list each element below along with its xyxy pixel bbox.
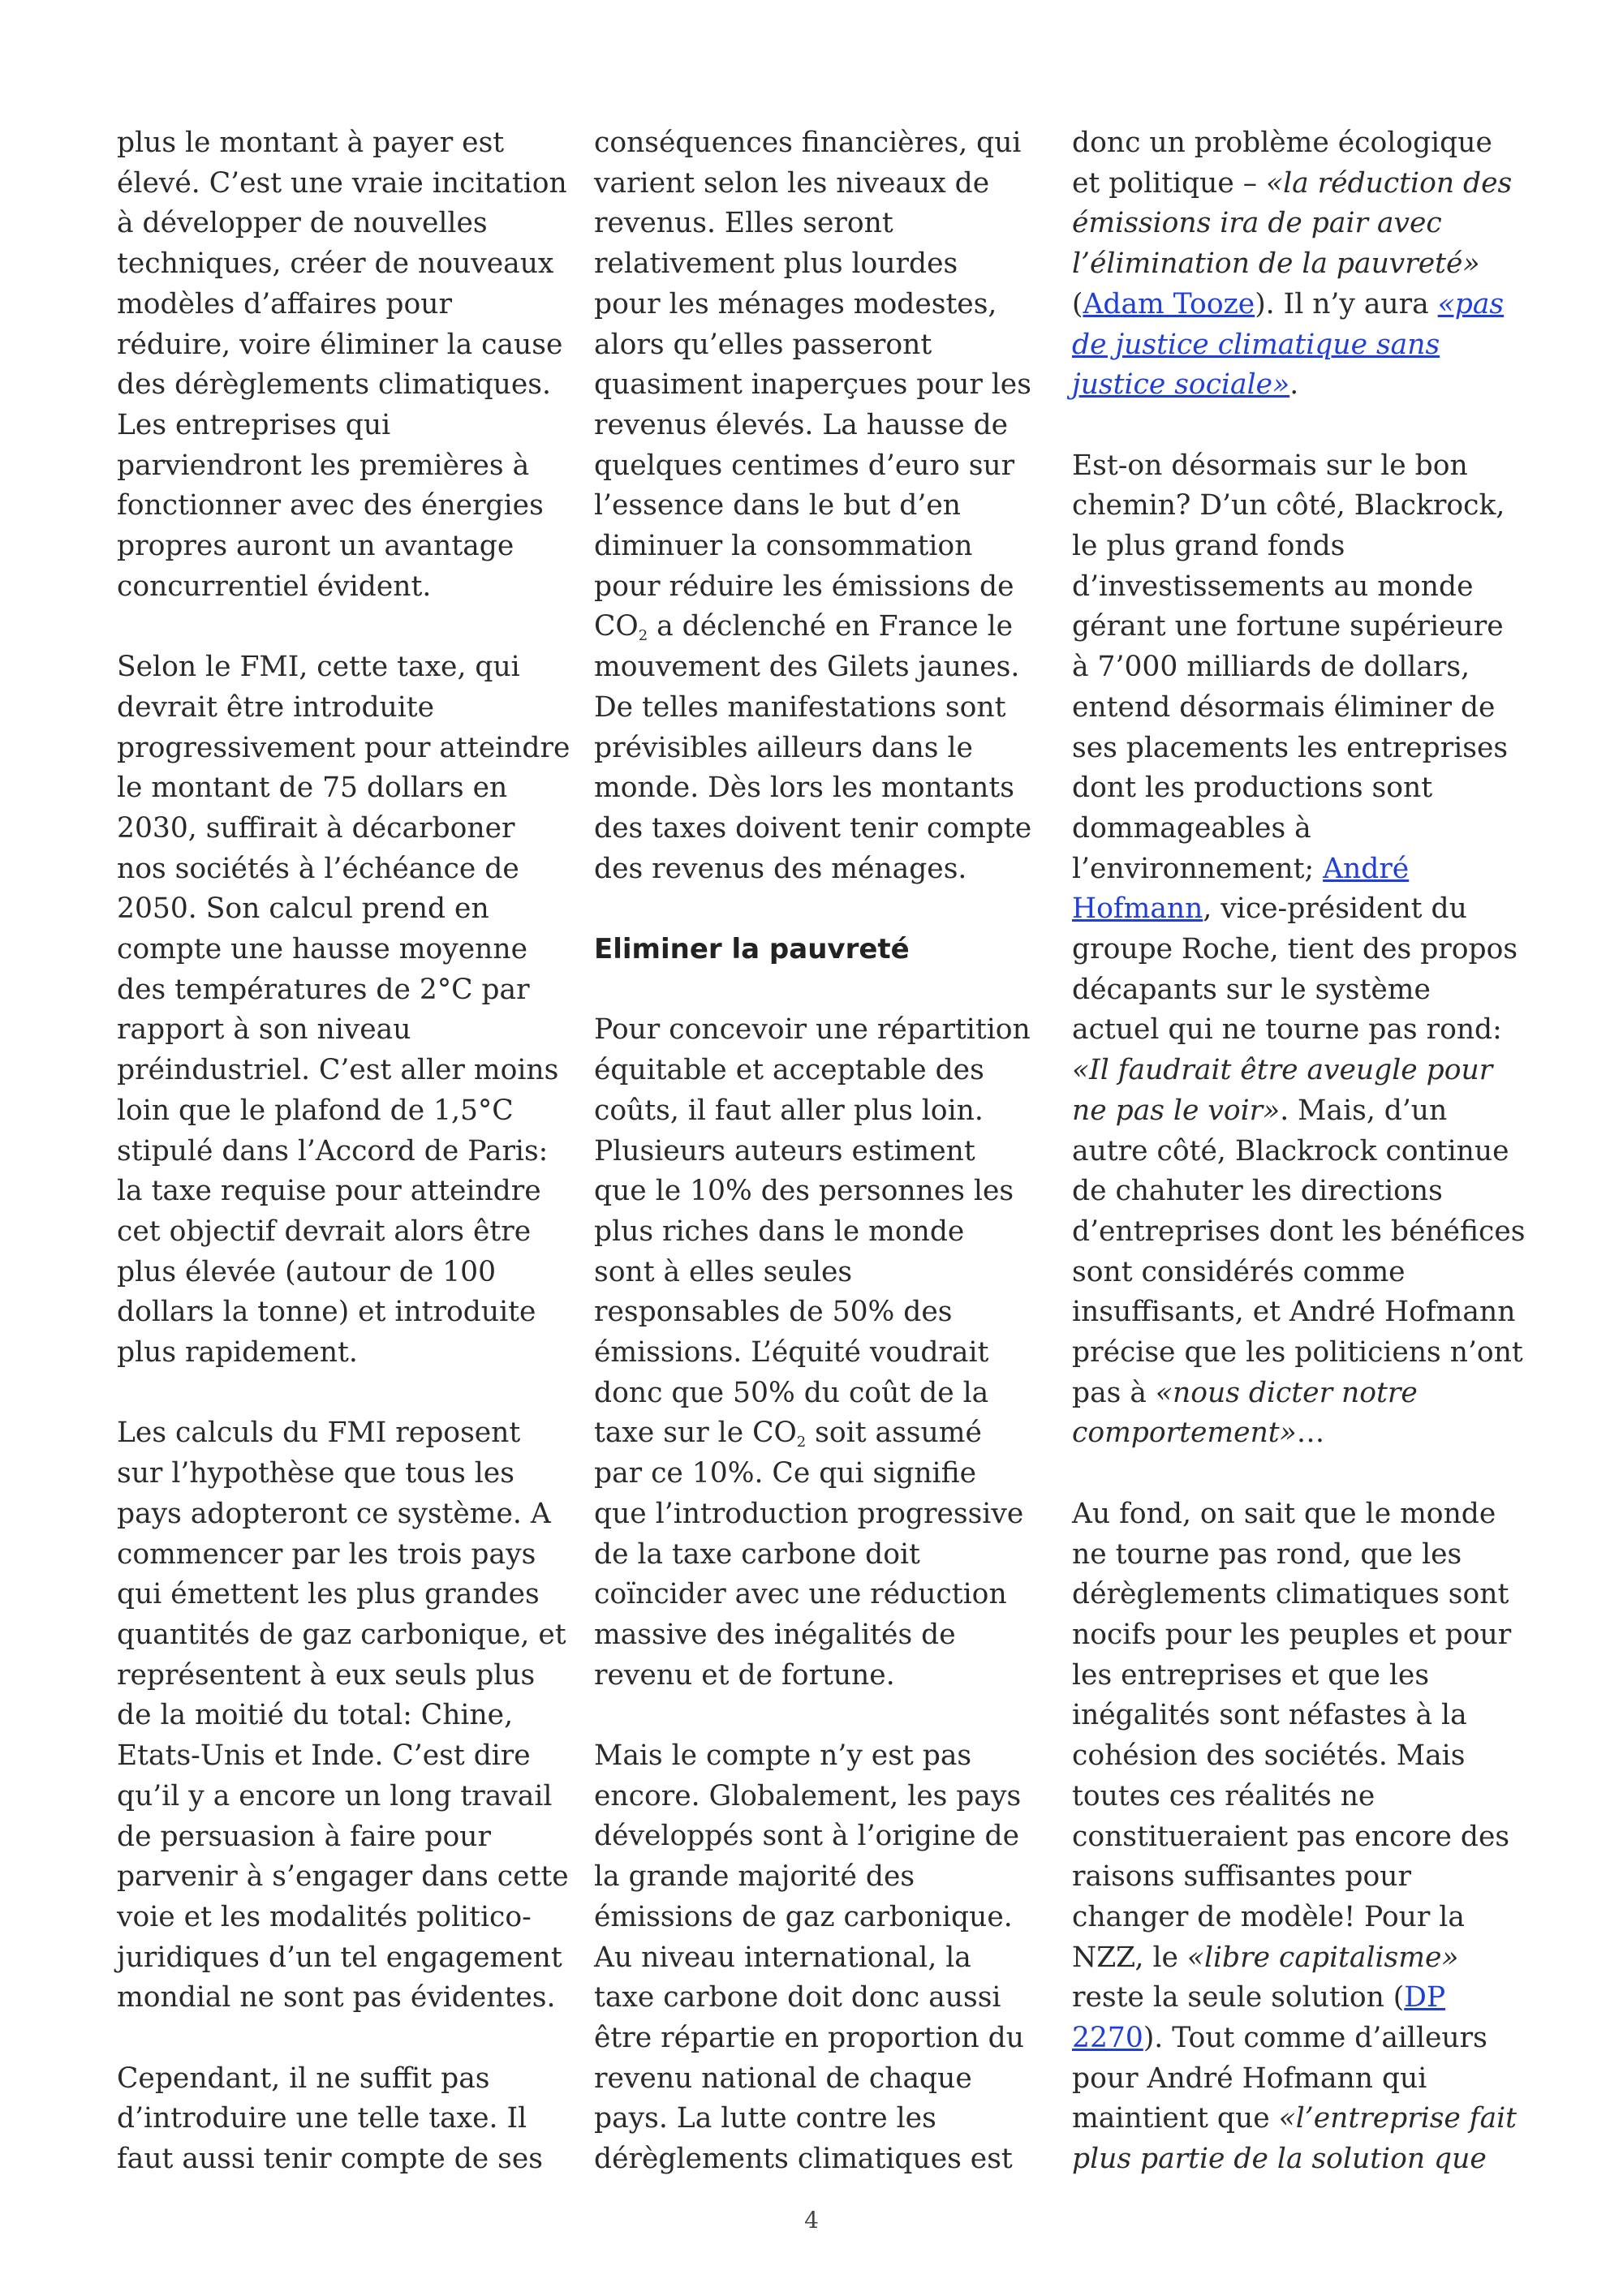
text: donc un problème écologique et politique –	[1072, 127, 1492, 200]
text: soit assumé par ce 10%. Ce qui signifie que l’introduction progressive de la taxe carbone doit coïncider avec une réduction massive des inégalités de revenu et de fortune.	[594, 1417, 1024, 1692]
text: , vice-président du groupe Roche, tient des propos décapants sur le système actuel qui ne tourne pas rond:	[1072, 892, 1518, 1047]
quote: «nous dicter notre comportement»	[1072, 1376, 1418, 1450]
paragraph	[1072, 1494, 1526, 2180]
paragraph: plus le montant à payer est élevé. C’est une vraie incitation à développer de nouvelles techniques, créer de nouveaux modèles d’affaires pour réduire, voire éliminer la cause des dérèglements climatiques. Les entreprises qui parviendront les premières à fonctionner avec des énergies propres auront un avantage concurrentiel évident.	[117, 127, 567, 603]
subscript: 2	[796, 1434, 807, 1451]
text: ). Tout comme d’ailleurs pour André Hofmann qui maintient que	[1072, 2022, 1487, 2135]
quote: «la réduction des émissions ira de pair avec l’élimination de la pauvreté»	[1072, 166, 1513, 281]
text: Au fond, on sait que le monde ne tourne pas rond, que les dérèglements climatiques sont nocifs pour les peuples et pour les entreprises et que les inégalités sont néfastes à la cohésion des sociétés. Mais toutes ces réalités ne constitueraient pas encore des raisons suffisantes pour changer de modèle! Pour la NZZ, le	[1072, 1497, 1512, 1974]
text: Pour concevoir une répartition équitable et acceptable des coûts, il faut aller plus loin. Plusieurs auteurs estiment que le 10% des personnes les plus riches dans le monde sont à elles seules responsables de 50% des émissions. L’équité voudrait donc que 50% du coût de la taxe sur le CO	[594, 1013, 1031, 1450]
paragraph: Mais le compte n’y est pas encore. Globalement, les pays développés sont à l’origine de la grande majorité des émissions de gaz carbonique. Au niveau international, la taxe carbone doit donc aussi être répartie en proportion du revenu national de chaque pays. La lutte contre les dérèglements climatiques est	[594, 1739, 1024, 2176]
subscript: 2	[638, 627, 648, 645]
paragraph: Selon le FMI, cette taxe, qui devrait être introduite progressivement pour atteindre le montant de 75 dollars en 2030, suffirait à décarboner nos sociétés à l’échéance de 2050. Son calcul prend en compte une hausse moyenne des températures de 2°C par rapport à son niveau préindustriel. C’est aller moins loin que le plafond de 1,5°C stipulé dans l’Accord de Paris: la taxe requise pour atteindre cet objectif devrait alors être plus élevée (autour de 100 dollars la tonne) et introduite plus rapidement.	[117, 651, 570, 1369]
column-2	[594, 123, 1032, 2221]
text: Est-on désormais sur le bon chemin? D’un côté, Blackrock, le plus grand fonds d’investissements au monde gérant une fortune supérieure à 7’000 milliards de dollars, entend désormais éliminer de ses placements les entreprises dont les productions sont dommageables à l’environnement;	[1072, 449, 1509, 885]
text: …	[1296, 1417, 1325, 1450]
link-dp-2270[interactable]: DP 2270	[1072, 1981, 1446, 2055]
text: a déclenché en France le mouvement des Gilets jaunes. De telles manifestations sont prévisibles ailleurs dans le monde. Dès lors les montants des taxes doivent tenir compte des revenus des ménages.	[594, 610, 1032, 885]
paragraph: Les calculs du FMI reposent sur l’hypothèse que tous les pays adopteront ce système. A commencer par les trois pays qui émettent les plus grandes quantités de gaz carbonique, et représentent à eux seuls plus de la moitié du total: Chine, Etats-Unis et Inde. C’est dire qu’il y a encore un long travail de persuasion à faire pour parvenir à s’engager dans cette voie et les modalités politico-juridiques d’un tel engagement mondial ne sont pas évidentes.	[117, 1417, 569, 2014]
quote: «Il faudrait être aveugle pour ne pas le voir»	[1072, 1054, 1493, 1127]
paragraph	[594, 1010, 1032, 1696]
page-number: 4	[804, 2207, 819, 2234]
quote: «pas de justice climatique sans justice sociale»	[1072, 287, 1505, 402]
text: ). Il n’y aura	[1255, 287, 1438, 320]
link-adam-tooze[interactable]: Adam Tooze	[1083, 287, 1255, 320]
text: .	[1289, 368, 1299, 402]
text: reste la seule solution (	[1072, 1981, 1405, 2014]
paragraph	[1072, 123, 1526, 406]
column-3	[1072, 123, 1526, 2221]
text: (	[1072, 287, 1083, 320]
quote: «l’entreprise fait plus partie de la solution que	[1072, 2102, 1518, 2176]
link-andre-hofmann[interactable]: André Hofmann	[1072, 852, 1410, 926]
section-heading: Eliminer la pauvreté	[594, 933, 910, 966]
paragraph	[1072, 446, 1526, 1455]
text: . Mais, d’un autre côté, Blackrock continue de chahuter les directions d’entreprises dont les bénéfices sont considérés comme insuffisants, et André Hofmann précise que les politiciens n’ont pas à	[1072, 1094, 1526, 1409]
column-1	[117, 123, 571, 2221]
paragraph: Cependant, il ne suffit pas d’introduire une telle taxe. Il faut aussi tenir compte de ses	[117, 2062, 544, 2176]
quote: «libre capitalisme»	[1186, 1941, 1459, 1974]
paragraph	[594, 123, 1032, 889]
text: conséquences financières, qui varient selon les niveaux de revenus. Elles seront relativement plus lourdes pour les ménages modestes, alors qu’elles passeront quasiment inaperçues pour les revenus élevés. La hausse de quelques centimes d’euro sur l’essence dans le but d’en diminuer la consommation pour réduire les émissions de CO	[594, 127, 1031, 643]
